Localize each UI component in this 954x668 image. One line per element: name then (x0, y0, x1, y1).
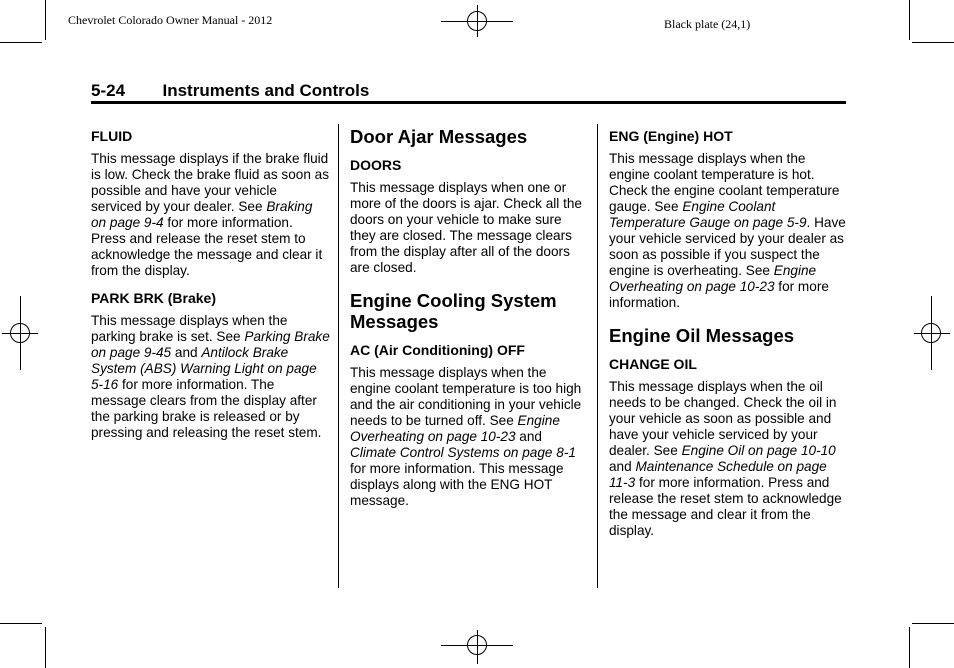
eng-hot-heading: ENG (Engine) HOT (609, 128, 733, 144)
doors-paragraph: This message displays when one or more of the doors is ajar. Check all the doors on your vehicle to make sure they are closed. The message clears from the display after all of the doors are closed. (350, 180, 582, 275)
cross-reference: Engine Overheating on page 10-23 (350, 413, 560, 444)
park-brake-heading: PARK BRK (Brake) (91, 290, 216, 306)
cross-reference: Antilock Brake System (ABS) Warning Light on page 5-16 (91, 345, 317, 392)
eng-hot-paragraph: This message displays when the engine coolant temperature is hot. Check the engine coolant temperature gauge. See Engine Coolant Temperature Gauge on page 5-9. Have your vehicle serviced by your dealer as soon as possible if you suspect the engine is overheating. See Engine Overheating on page 10-23 for more information. (609, 151, 846, 310)
door-ajar-title: Door Ajar Messages (350, 126, 528, 147)
cross-reference: Maintenance Schedule on page 11-3 (609, 459, 827, 490)
column-divider (597, 124, 598, 588)
running-header-title: Chevrolet Colorado Owner Manual - 2012 (68, 13, 273, 27)
crop-mark (0, 623, 42, 624)
column-1 (91, 124, 331, 449)
column-3 (609, 124, 849, 547)
section-number: 5-24 (91, 81, 126, 100)
column-2 (350, 124, 590, 517)
ac-off-heading: AC (Air Conditioning) OFF (350, 342, 525, 358)
crop-mark (0, 42, 42, 43)
park-brake-paragraph: This message displays when the parking brake is set. See Parking Brake on page 9-45 and Antilock Brake System (ABS) Warning Light on page 5-16 for more information. The message clears from the display after the parking brake is released or by pressing and releasing the reset stem. (91, 313, 330, 440)
crop-mark (912, 42, 954, 43)
crop-mark (912, 623, 954, 624)
crop-mark (45, 627, 46, 668)
crop-mark (45, 0, 46, 40)
column-divider (338, 124, 339, 588)
cross-reference: Parking Brake on page 9-45 (91, 329, 330, 360)
engine-cooling-title: Engine Cooling System Messages (350, 290, 557, 332)
fluid-heading: FLUID (91, 128, 133, 144)
section-title: Instruments and Controls (162, 81, 370, 100)
engine-oil-title: Engine Oil Messages (609, 325, 795, 346)
cross-reference: Engine Overheating on page 10-23 (609, 263, 817, 294)
crop-mark (909, 627, 910, 668)
section-header (91, 81, 369, 101)
cross-reference: Climate Control Systems on page 8-1 (350, 445, 576, 460)
cross-reference: Engine Coolant Temperature Gauge on page 5-9 (609, 199, 807, 230)
cross-reference: Braking on page 9-4 (91, 199, 313, 230)
ac-off-paragraph: This message displays when the engine coolant temperature is too high and the air conditioning in your vehicle needs to be turned off. See Engine Overheating on page 10-23 and Climate Control Systems on page 8-1 for more information. This message displays along with the ENG HOT message. (350, 365, 582, 508)
fluid-paragraph: This message displays if the brake fluid is low. Check the brake fluid as soon as possible and have your vehicle serviced by your dealer. See Braking on page 9-4 for more information. Press and release the reset stem to acknowledge the message and clear it from the display. (91, 151, 330, 278)
crop-mark (909, 0, 910, 40)
cross-reference: Engine Oil on page 10-10 (681, 443, 836, 458)
header-rule (91, 101, 846, 104)
plate-label: Black plate (24,1) (664, 17, 751, 31)
doors-heading: DOORS (350, 157, 402, 173)
change-oil-paragraph: This message displays when the oil needs to be changed. Check the oil in your vehicle as soon as possible and have your vehicle serviced by your dealer. See Engine Oil on page 10-10 and Maintenance Schedule on page 11-3 for more information. Press and release the reset stem to acknowledge the message and clear it from the display. (609, 379, 842, 538)
change-oil-heading: CHANGE OIL (609, 356, 697, 372)
